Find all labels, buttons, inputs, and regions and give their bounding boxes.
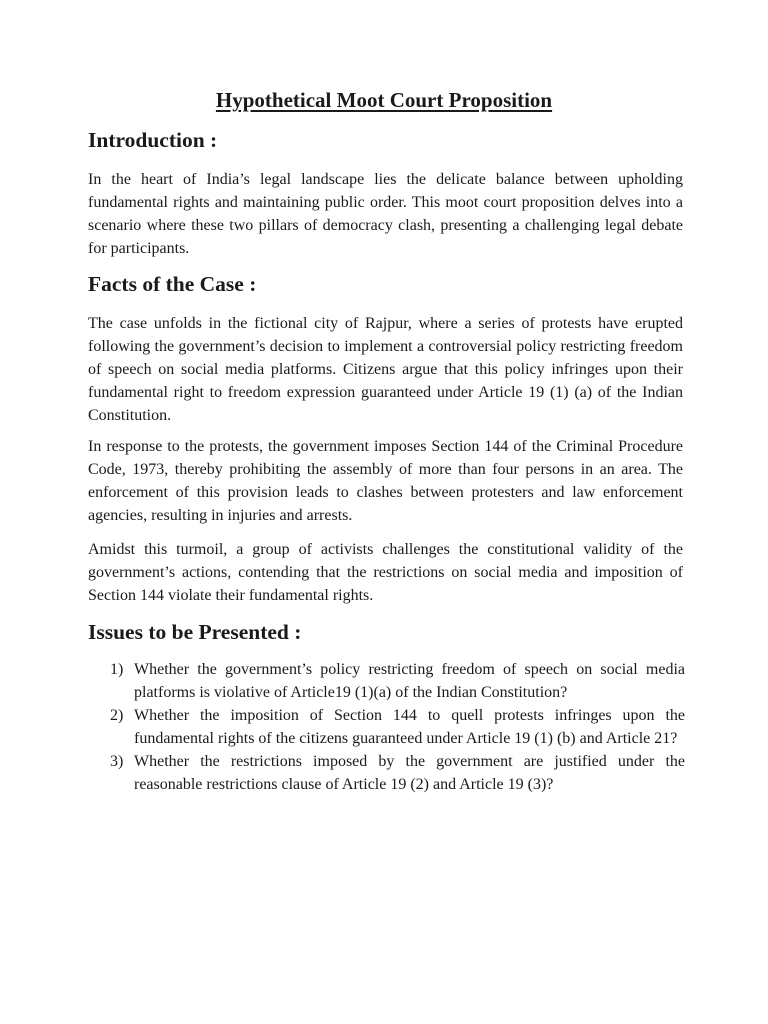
issue-item bbox=[110, 658, 685, 704]
issue-text: Whether the imposition of Section 144 to quell protests infringes upon the fundamental rights of the citizens guaranteed under Article 19 (1) (b) and Article 21? bbox=[134, 707, 685, 747]
facts-heading: Facts of the Case : bbox=[88, 272, 257, 296]
facts-paragraph-3: Amidst this turmoil, a group of activists challenges the constitutional validity of the government’s actions, contending that the restrictions on social media and imposition of Section 144 violate their fundamental rights. bbox=[88, 541, 683, 604]
issues-heading: Issues to be Presented : bbox=[88, 620, 302, 644]
issue-item bbox=[110, 704, 685, 750]
issue-number: 2) bbox=[110, 707, 124, 724]
document-title: Hypothetical Moot Court Proposition bbox=[215, 88, 553, 112]
facts-paragraph-2: In response to the protests, the government imposes Section 144 of the Criminal Procedure Code, 1973, thereby prohibiting the assembly of more than four persons in an area. The enforcement of this provision leads to clashes between protesters and law enforcement agencies, resulting in injuries and arrests. bbox=[88, 438, 683, 524]
issue-number: 1) bbox=[110, 661, 124, 678]
issues-list bbox=[110, 658, 685, 796]
introduction-paragraph: In the heart of India’s legal landscape lies the delicate balance between upholding fundamental rights and maintaining public order. This moot court proposition delves into a scenario where these two pillars of democracy clash, presenting a challenging legal debate for participants. bbox=[88, 171, 683, 257]
introduction-heading: Introduction : bbox=[88, 128, 218, 152]
facts-paragraph-1: The case unfolds in the fictional city of Rajpur, where a series of protests have erupted following the government’s decision to implement a controversial policy restricting freedom of speech on social media platforms. Citizens argue that this policy infringes upon their fundamental right to freedom expression guaranteed under Article 19 (1) (a) of the Indian Constitution. bbox=[88, 315, 683, 424]
issue-text: Whether the restrictions imposed by the government are justified under the reasonable restrictions clause of Article 19 (2) and Article 19 (3)? bbox=[134, 753, 685, 793]
issue-text: Whether the government’s policy restricting freedom of speech on social media platforms is violative of Article19 (1)(a) of the Indian Constitution? bbox=[134, 661, 685, 701]
issue-item bbox=[110, 750, 685, 796]
issue-number: 3) bbox=[110, 753, 124, 770]
